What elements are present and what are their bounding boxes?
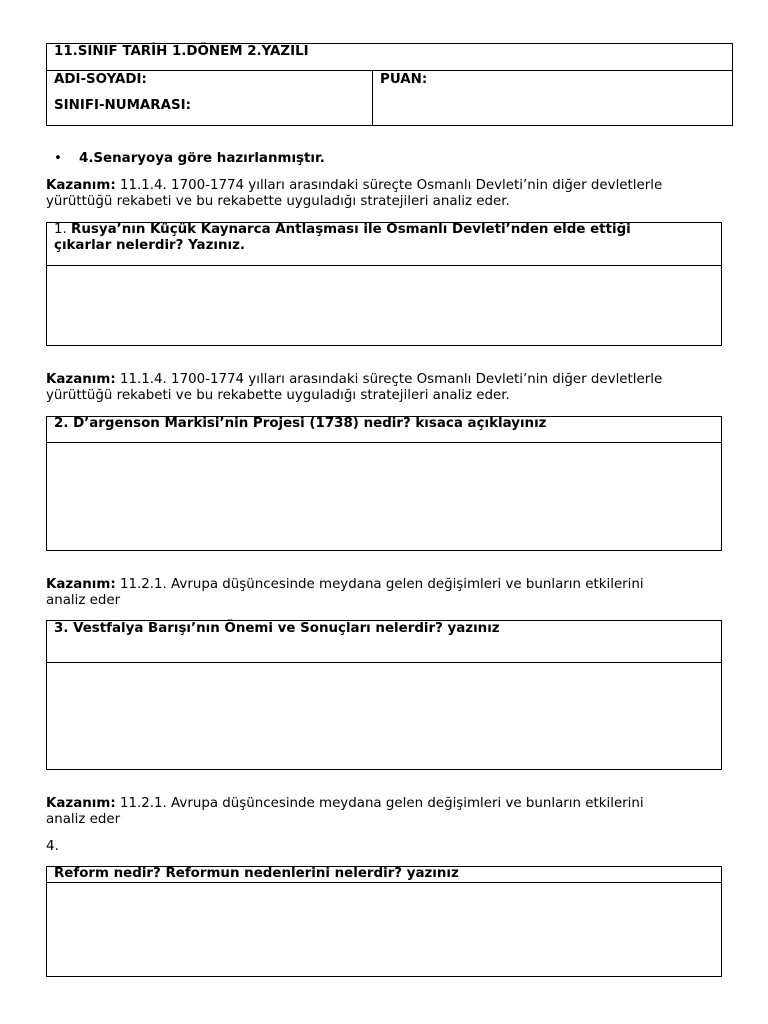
question-4-number: 4. <box>46 839 59 854</box>
kazanim-4-line2: analiz eder <box>46 812 121 827</box>
answer-area-3[interactable] <box>47 663 721 769</box>
kazanim-2-line2: yürüttüğü rekabeti ve bu rekabette uyguladığı stratejileri analiz eder. <box>46 388 510 403</box>
answer-area-1[interactable] <box>47 266 721 345</box>
question-1-line2: çıkarlar nelerdir? Yazınız. <box>54 238 245 253</box>
question-1-line1 <box>54 222 631 238</box>
kazanim-text: 11.1.4. 1700-1774 yılları arasındaki süreçte Osmanlı Devleti’nin diğer devletlerle <box>119 178 663 193</box>
answer-area-2[interactable] <box>47 443 721 550</box>
answer-area-4[interactable] <box>47 883 721 976</box>
class-number-label: SINIFI-NUMARASI: <box>54 98 191 113</box>
kazanim-text: 11.1.4. 1700-1774 yılları arasındaki süreçte Osmanlı Devleti’nin diğer devletlerle <box>119 372 663 387</box>
kazanim-3 <box>46 577 644 593</box>
kazanim-label: Kazanım: <box>46 372 116 387</box>
kazanim-4 <box>46 796 644 812</box>
question-4-text: Reform nedir? Reformun nedenlerini nelerdir? yazınız <box>54 866 459 881</box>
exam-title: 11.SINIF TARİH 1.DÖNEM 2.YAZILI <box>54 44 309 59</box>
score-label: PUAN: <box>380 72 428 87</box>
question-1-text: Rusya’nın Küçük Kaynarca Antlaşması ile Osmanlı Devleti’nden elde ettiği <box>71 222 631 237</box>
question-1-number: 1. <box>54 222 67 237</box>
kazanim-label: Kazanım: <box>46 178 116 193</box>
kazanim-label: Kazanım: <box>46 796 116 811</box>
header-column-divider <box>372 70 373 126</box>
kazanim-1-line2: yürüttüğü rekabeti ve bu rekabette uyguladığı stratejileri analiz eder. <box>46 194 510 209</box>
kazanim-2 <box>46 372 662 388</box>
bullet-icon: • <box>54 151 62 166</box>
header-divider <box>46 70 733 71</box>
kazanim-text: 11.2.1. Avrupa düşüncesinde meydana gelen değişimleri ve bunların etkilerini <box>119 796 644 811</box>
kazanim-text: 11.2.1. Avrupa düşüncesinde meydana gelen değişimleri ve bunların etkilerini <box>119 577 644 592</box>
kazanim-1 <box>46 178 662 194</box>
scenario-note: 4.Senaryoya göre hazırlanmıştır. <box>79 151 325 166</box>
name-label: ADI-SOYADI: <box>54 72 147 87</box>
kazanim-3-line2: analiz eder <box>46 593 121 608</box>
kazanim-label: Kazanım: <box>46 577 116 592</box>
question-2-text: 2. D’argenson Markisi’nin Projesi (1738) nedir? kısaca açıklayınız <box>54 416 547 431</box>
question-3-text: 3. Vestfalya Barışı’nın Önemi ve Sonuçları nelerdir? yazınız <box>54 621 500 636</box>
